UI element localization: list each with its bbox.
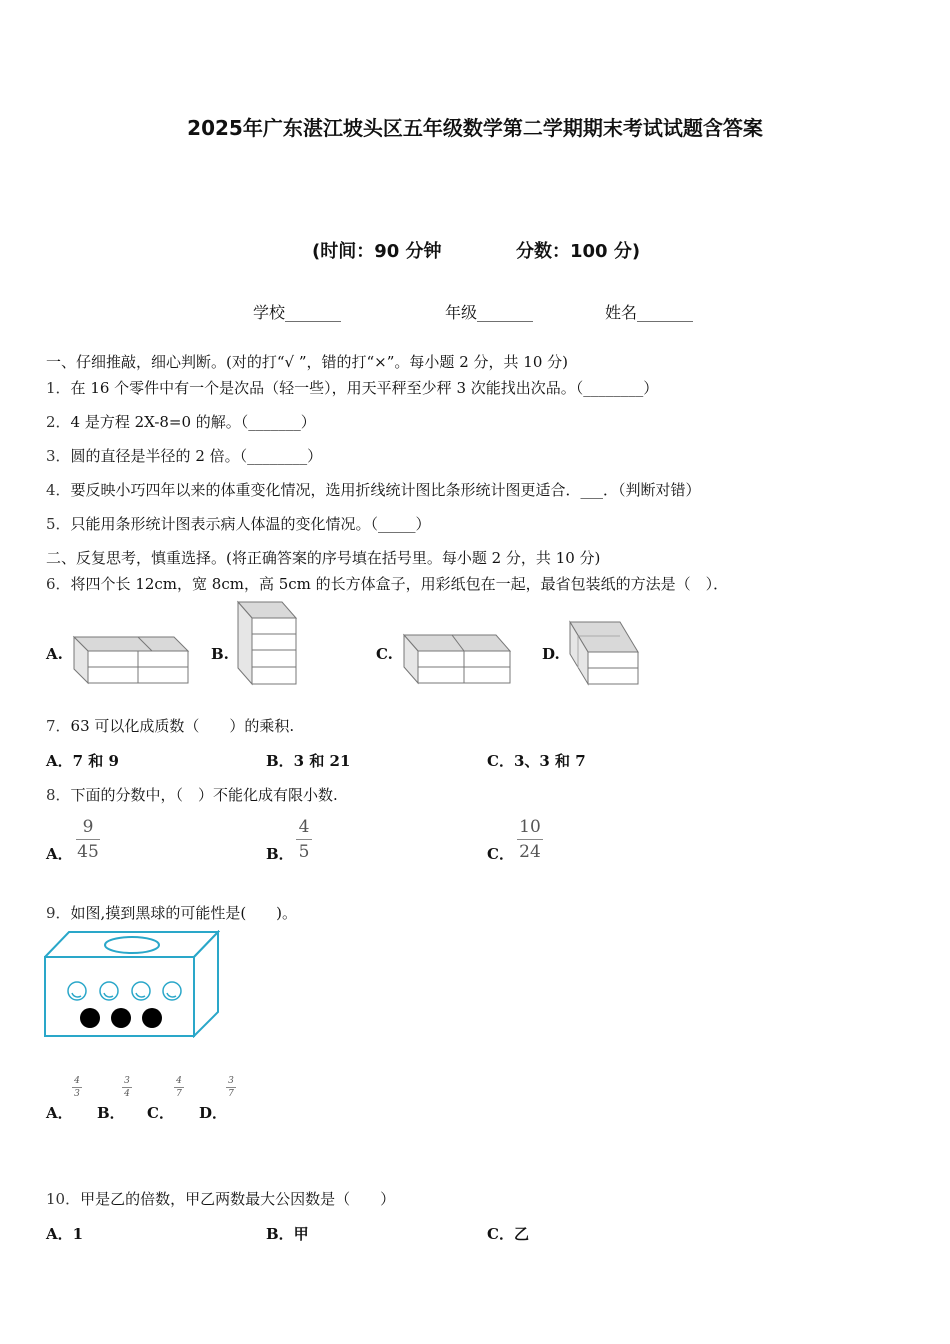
fraction-bar xyxy=(296,839,312,840)
q8-option-c-label[interactable]: C． xyxy=(487,845,514,863)
q9-option-a-fraction[interactable] xyxy=(72,1076,82,1099)
q8-option-a-label[interactable]: A． xyxy=(46,845,73,863)
q6-option-b[interactable]: B. xyxy=(211,645,229,663)
fraction-bar xyxy=(122,1087,132,1088)
q9-option-a-label[interactable]: A． xyxy=(46,1104,73,1122)
question-number: 4． xyxy=(46,481,71,499)
question-7 xyxy=(46,715,294,736)
question-number: 7． xyxy=(46,717,71,735)
q9-option-b-label[interactable]: B． xyxy=(97,1104,125,1122)
question-3 xyxy=(46,445,322,466)
fraction-denominator: 3 xyxy=(74,1089,80,1099)
fraction-denominator: 4 xyxy=(124,1089,130,1099)
question-2 xyxy=(46,411,316,432)
question-5 xyxy=(46,513,431,534)
section-2-heading: 二、反复思考，慎重选择。(将正确答案的序号填在括号里。每小题 2 分，共 10 分) xyxy=(46,549,601,567)
fraction-numerator: 9 xyxy=(82,817,94,837)
q6-figure-b xyxy=(236,600,300,686)
q6-option-a[interactable]: A. xyxy=(46,645,63,663)
fraction-denominator: 5 xyxy=(298,842,310,862)
question-text: 在 16 个零件中有一个是次品（轻一些），用天平秤至少秤 3 次能找出次品。（________） xyxy=(70,379,659,397)
fraction-numerator: 4 xyxy=(298,817,310,837)
q6-figure-d xyxy=(568,620,642,686)
question-4 xyxy=(46,479,701,500)
q6-figure-a xyxy=(72,635,192,687)
q9-option-d-fraction[interactable] xyxy=(226,1076,236,1099)
fraction-numerator: 10 xyxy=(519,817,541,837)
fraction-numerator: 4 xyxy=(176,1076,182,1086)
question-text: 甲是乙的倍数，甲乙两数最大公因数是（ ） xyxy=(80,1190,396,1208)
fraction-bar xyxy=(517,839,543,840)
q8-option-a-fraction[interactable] xyxy=(76,817,100,862)
question-number: 1． xyxy=(46,379,71,397)
question-text: 4 是方程 2X-8=0 的解。（_______） xyxy=(70,413,316,431)
question-number: 9． xyxy=(46,904,71,922)
q6-option-d[interactable]: D. xyxy=(542,645,560,663)
question-text: 将四个长 12cm，宽 8cm，高 5cm 的长方体盒子，用彩纸包在一起，最省包装纸的方法是（ ）． xyxy=(70,575,729,593)
q8-option-c-fraction[interactable] xyxy=(517,817,543,862)
question-text: 下面的分数中，（ ）不能化成有限小数. xyxy=(70,786,338,804)
question-number: 2． xyxy=(46,413,71,431)
fraction-bar xyxy=(76,839,100,840)
question-number: 5． xyxy=(46,515,71,533)
q10-option-c[interactable]: C．乙 xyxy=(487,1225,529,1243)
fraction-numerator: 4 xyxy=(74,1076,80,1086)
exam-score: 分数：100 分) xyxy=(516,241,641,262)
question-8 xyxy=(46,784,338,805)
name-field[interactable]: 姓名_______ xyxy=(605,303,694,322)
q9-option-d-label[interactable]: D． xyxy=(199,1104,228,1122)
ball-box-figure xyxy=(44,930,220,1038)
fraction-bar xyxy=(226,1087,236,1088)
question-text: 只能用条形统计图表示病人体温的变化情况。（_____） xyxy=(70,515,431,533)
fraction-denominator: 45 xyxy=(77,842,99,862)
q6-figure-c xyxy=(402,633,514,687)
fraction-numerator: 3 xyxy=(228,1076,234,1086)
q9-option-b-fraction[interactable] xyxy=(122,1076,132,1099)
question-text: 63 可以化成质数（ ）的乘积. xyxy=(70,717,295,735)
question-9 xyxy=(46,902,297,923)
fraction-denominator: 7 xyxy=(228,1089,234,1099)
question-number: 3． xyxy=(46,447,71,465)
fraction-denominator: 24 xyxy=(519,842,541,862)
question-number: 10． xyxy=(46,1190,81,1208)
q9-option-c-label[interactable]: C． xyxy=(147,1104,174,1122)
question-number: 8． xyxy=(46,786,71,804)
question-number: 6． xyxy=(46,575,71,593)
q7-option-a[interactable]: A．7 和 9 xyxy=(46,752,119,770)
question-10 xyxy=(46,1188,395,1209)
question-6 xyxy=(46,573,728,594)
fraction-numerator: 3 xyxy=(124,1076,130,1086)
fraction-denominator: 7 xyxy=(176,1089,182,1099)
q6-option-c[interactable]: C. xyxy=(376,645,393,663)
page-title: 2025年广东湛江坡头区五年级数学第二学期期末考试试题含答案 xyxy=(187,116,763,140)
q9-option-c-fraction[interactable] xyxy=(174,1076,184,1099)
question-text: 圆的直径是半径的 2 倍。（________） xyxy=(70,447,323,465)
school-field[interactable]: 学校_______ xyxy=(253,303,342,322)
question-text: 如图,摸到黑球的可能性是( )。 xyxy=(70,904,298,922)
question-text: 要反映小巧四年以来的体重变化情况，选用折线统计图比条形统计图更适合．___．（判断对错） xyxy=(70,481,701,499)
grade-field[interactable]: 年级_______ xyxy=(445,303,534,322)
q10-option-b[interactable]: B．甲 xyxy=(266,1225,309,1243)
q8-option-b-label[interactable]: B． xyxy=(266,845,294,863)
question-1 xyxy=(46,377,658,398)
fraction-bar xyxy=(174,1087,184,1088)
section-1-heading: 一、仔细推敲，细心判断。(对的打“√ ”，错的打“×”。每小题 2 分，共 10 分) xyxy=(46,353,568,371)
fraction-bar xyxy=(72,1087,82,1088)
q7-option-b[interactable]: B．3 和 21 xyxy=(266,752,351,770)
exam-time: (时间：90 分钟 xyxy=(312,241,442,262)
q10-option-a[interactable]: A．1 xyxy=(46,1225,84,1243)
q8-option-b-fraction[interactable] xyxy=(296,817,312,862)
q7-option-c[interactable]: C．3、3 和 7 xyxy=(487,752,586,770)
